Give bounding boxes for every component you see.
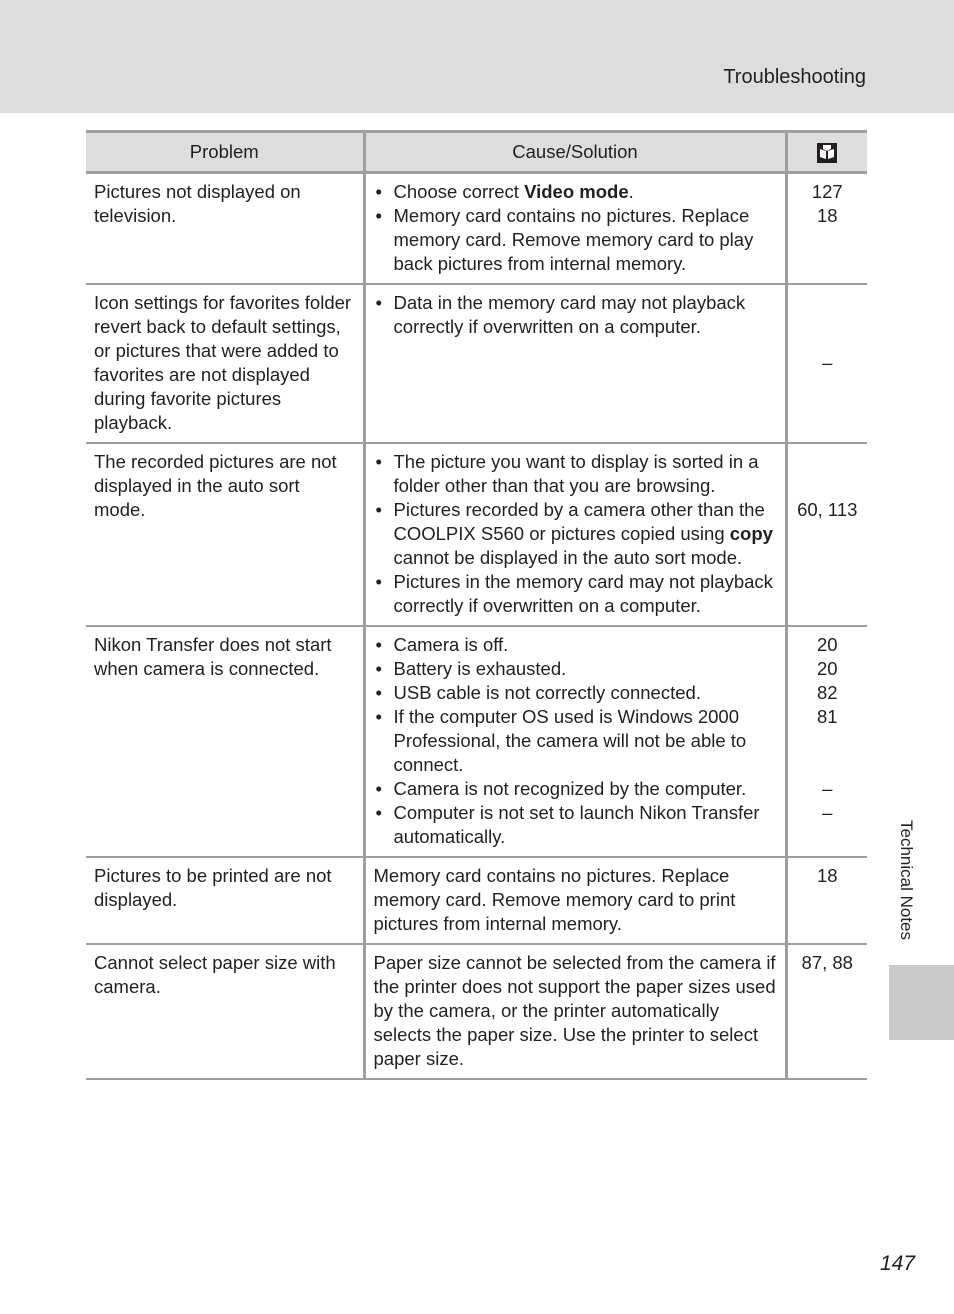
page-reference-cell [786, 626, 867, 857]
problem-cell: Nikon Transfer does not start when camera is connected. [86, 626, 364, 857]
problem-cell: The recorded pictures are not displayed in the auto sort mode. [86, 443, 364, 626]
list-item: • The picture you want to display is sorted in a folder other than that you are browsing. [374, 450, 777, 498]
problem-cell: Pictures not displayed on television. [86, 173, 364, 285]
list-item: • Choose correct Video mode. [374, 180, 777, 204]
table-header-row [86, 132, 867, 173]
page-reference-cell [786, 944, 867, 1079]
page-reference-cell [786, 857, 867, 944]
page-reference: 82 [816, 682, 838, 703]
header-band [0, 0, 954, 113]
side-tab-label: Technical Notes [897, 820, 916, 941]
table-row [86, 944, 867, 1079]
page-reference: – [822, 352, 833, 373]
section-title: Troubleshooting [723, 66, 866, 88]
page-reference: 60, 113 [797, 499, 858, 520]
problem-cell: Cannot select paper size with camera. [86, 944, 364, 1079]
list-item: • Memory card contains no pictures. Replace memory card. Remove memory card to play back pictures from internal memory. [374, 204, 777, 276]
list-item: • Camera is not recognized by the computer. [374, 777, 777, 801]
page-number: 147 [880, 1252, 916, 1275]
book-page-reference-icon [817, 143, 837, 163]
page-reference: 127 [811, 181, 843, 202]
page-reference: – [822, 778, 833, 799]
list-item: • Camera is off. [374, 633, 777, 657]
list-item: • Pictures in the memory card may not playback correctly if overwritten on a computer. [374, 570, 777, 618]
list-item: • USB cable is not correctly connected. [374, 681, 777, 705]
list-item: • Computer is not set to launch Nikon Transfer automatically. [374, 801, 777, 849]
page-reference: 18 [816, 205, 838, 226]
problem-cell: Icon settings for favorites folder revert back to default settings, or pictures that were added to favorites are not displayed during favorite pictures playback. [86, 284, 364, 443]
page-reference-cell [786, 173, 867, 285]
table-row [86, 443, 867, 626]
page-reference: 81 [816, 706, 838, 727]
solution-cell [364, 284, 786, 443]
column-header-problem: Problem [86, 132, 364, 173]
solution-list [374, 180, 777, 276]
page-reference-cell [786, 443, 867, 626]
solution-cell [364, 626, 786, 857]
solution-list [374, 450, 777, 618]
list-item: • Pictures recorded by a camera other than the COOLPIX S560 or pictures copied using copy cannot be displayed in the auto sort mode. [374, 498, 777, 570]
table-row [86, 626, 867, 857]
page-reference: 18 [816, 865, 838, 886]
page-reference: 87, 88 [801, 952, 853, 973]
solution-cell [364, 173, 786, 285]
table-row [86, 173, 867, 285]
page-reference: 20 [816, 634, 838, 655]
column-header-cause-solution: Cause/Solution [364, 132, 786, 173]
page-reference: – [822, 802, 833, 823]
troubleshooting-table [86, 130, 867, 1080]
solution-cell [364, 443, 786, 626]
table-row [86, 857, 867, 944]
page-reference-cell [786, 284, 867, 443]
solution-list [374, 291, 777, 339]
solution-list [374, 633, 777, 849]
list-item: • Battery is exhausted. [374, 657, 777, 681]
solution-cell: Paper size cannot be selected from the camera if the printer does not support the paper sizes used by the camera, or the printer automatically selects the paper size. Use the printer to select paper size. [364, 944, 786, 1079]
column-header-page [786, 132, 867, 173]
page-reference: 20 [816, 658, 838, 679]
list-item: • If the computer OS used is Windows 2000 Professional, the camera will not be able to connect. [374, 705, 777, 777]
problem-cell: Pictures to be printed are not displayed. [86, 857, 364, 944]
table-row [86, 284, 867, 443]
solution-cell: Memory card contains no pictures. Replace memory card. Remove memory card to print pictures from internal memory. [364, 857, 786, 944]
side-tab [889, 965, 954, 1040]
list-item: • Data in the memory card may not playback correctly if overwritten on a computer. [374, 291, 777, 339]
